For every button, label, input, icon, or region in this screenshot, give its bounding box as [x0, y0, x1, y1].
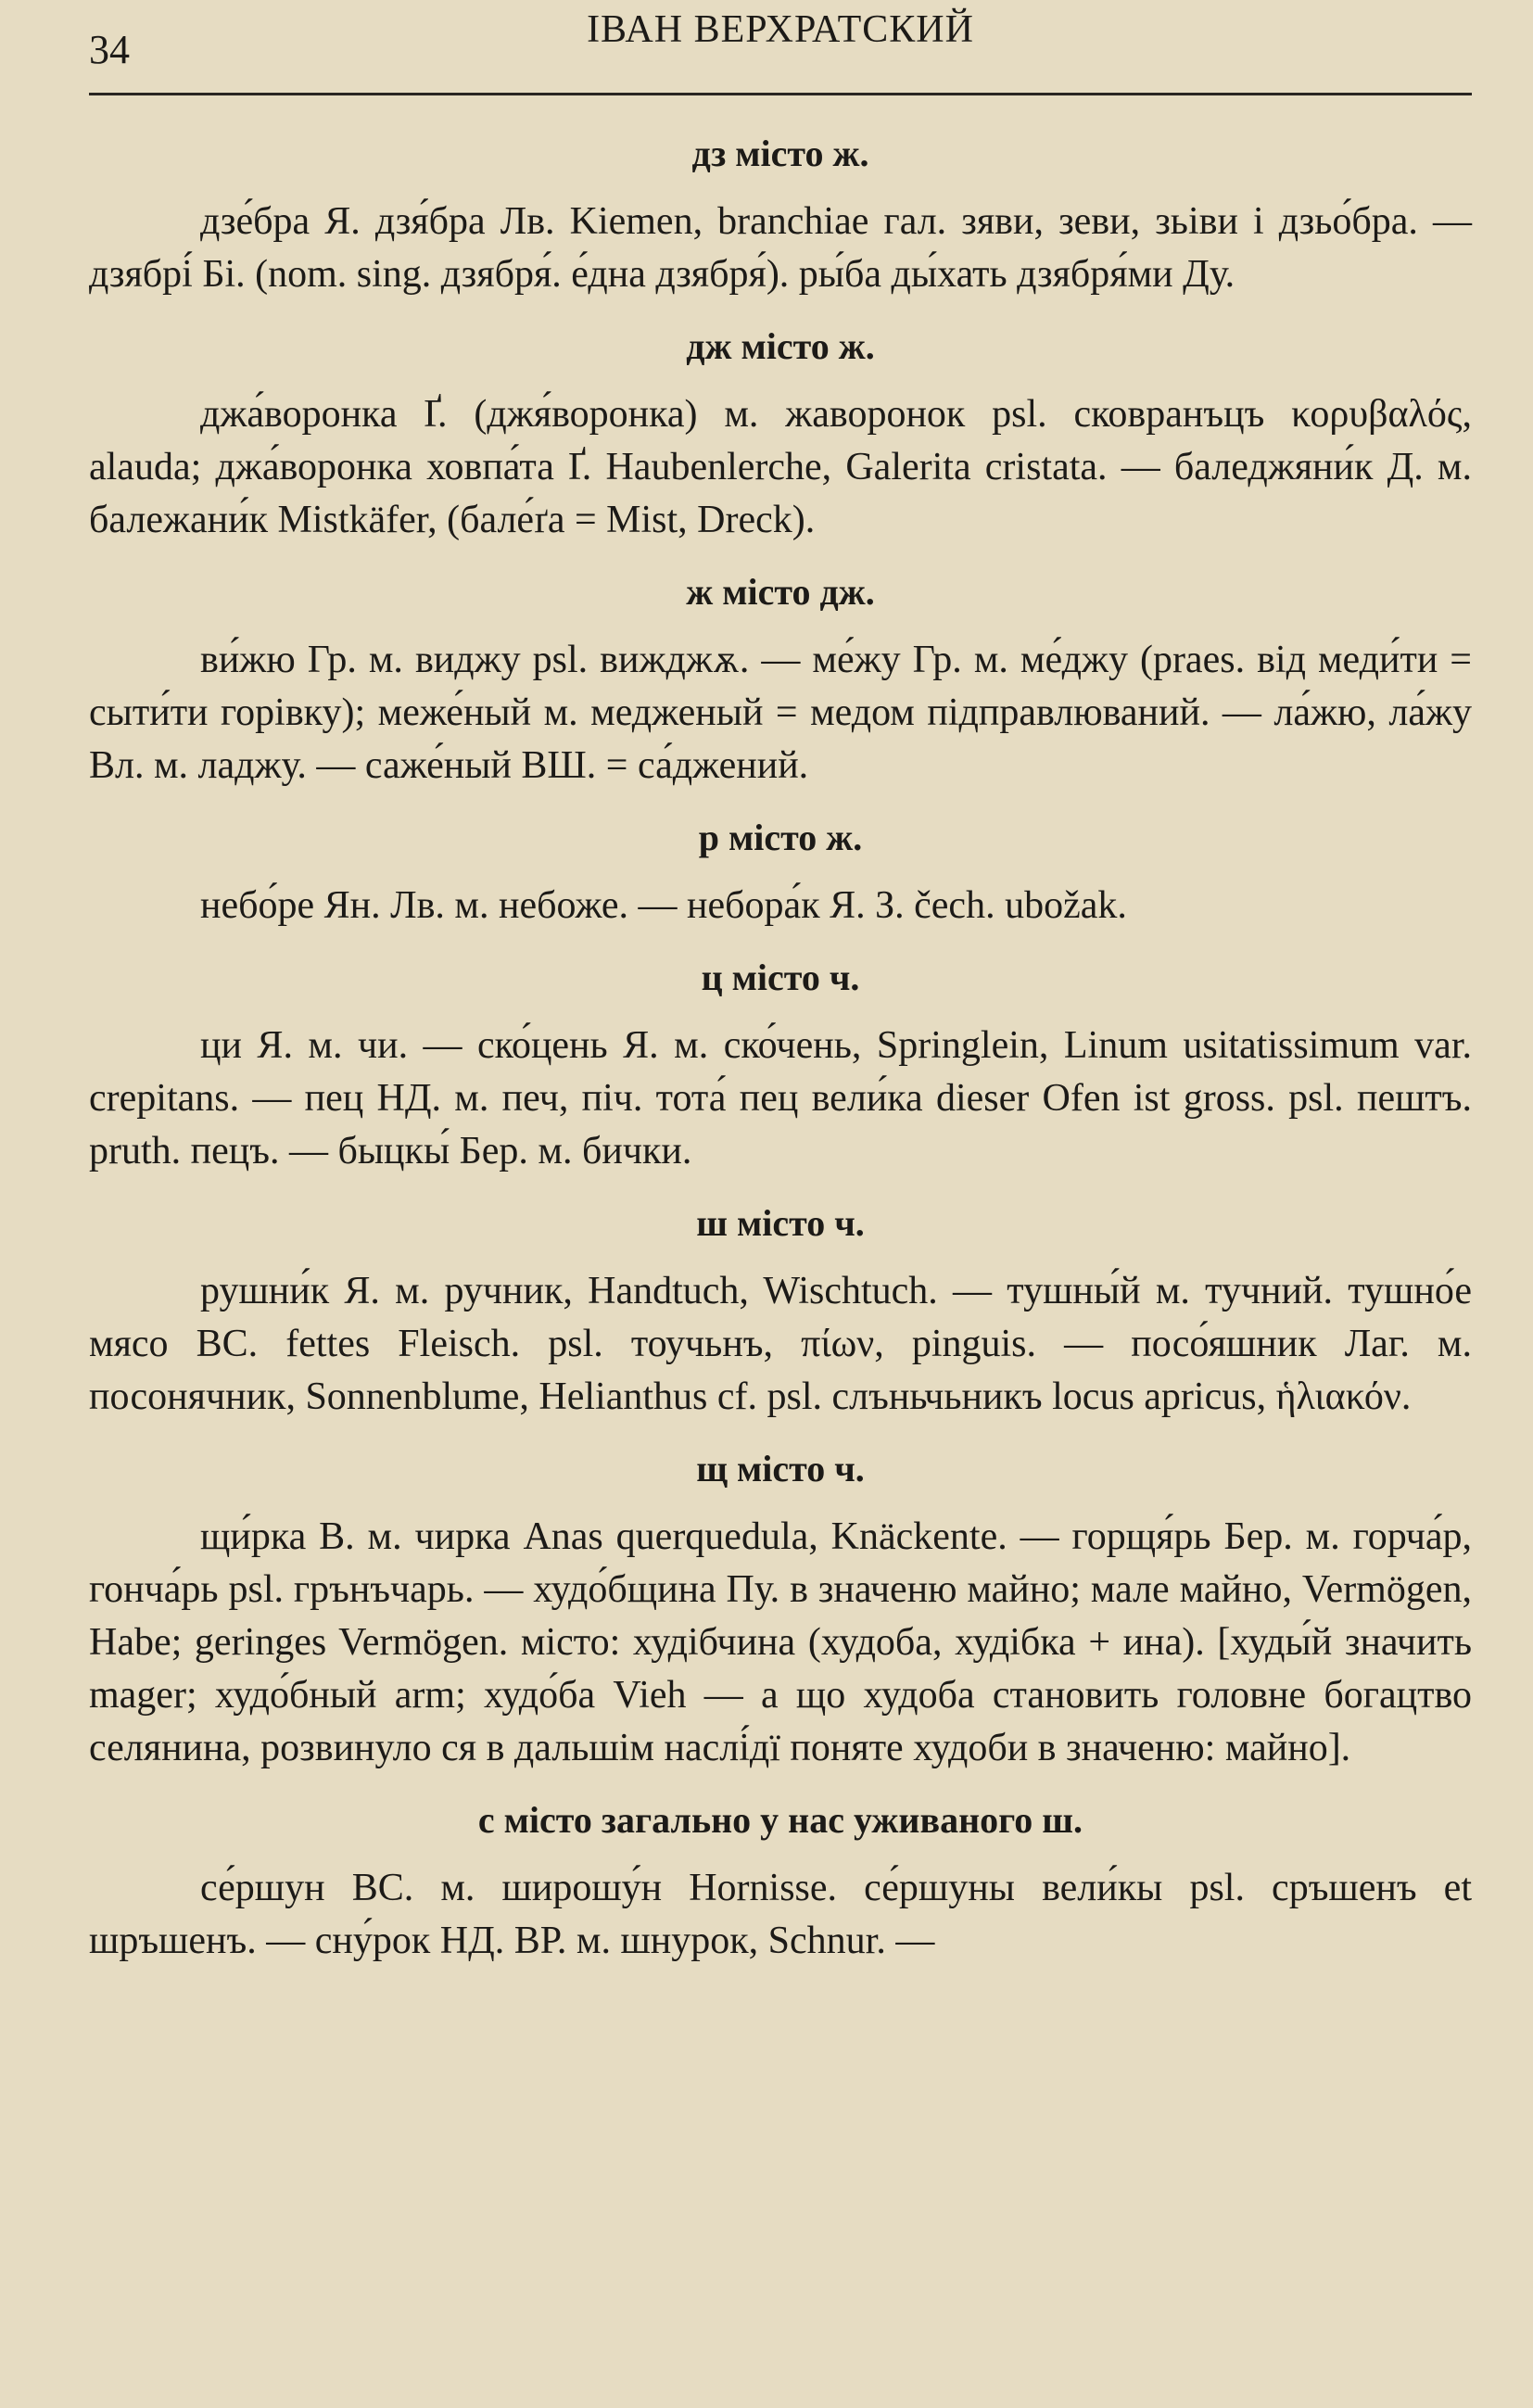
section-heading: ц місто ч.	[701, 957, 860, 998]
section-zh	[89, 567, 1472, 792]
running-title: ІВАН ВЕРХРАТСКИЙ	[587, 8, 974, 51]
section-sh	[89, 1198, 1472, 1424]
section-text: се́ршун ВС. м. широшу́н Hornisse. се́ршуны вели́кы psl. сръшенъ et шръшенъ. — сну́рок НД. ВР. м. шнурок, Schnur. —	[89, 1867, 1472, 1962]
section-shch	[89, 1444, 1472, 1775]
section-text: рушни́к Я. м. ручник, Handtuch, Wischtuch. — тушны́й м. тучний. тушно́е мясо ВС. fettes Fleisch. psl. тоучьнъ, πίων, pinguis. — посо́яшник Лаг. м. посонячник, Sonnenblume, Helianthus cf. psl. слъньчьникъ locus apricus, ἡλιακόν.	[89, 1270, 1472, 1418]
section-heading: щ місто ч.	[696, 1448, 865, 1489]
section-text: ви́жю Гр. м. виджу psl. вижджѫ. — ме́жу Гр. м. ме́джу (praes. від меди́ти = сыти́ти горівку); меже́ный м. медженый = медом підправлюваний. — ла́жю, ла́жу Вл. м. ладжу. — саже́ный ВШ. = са́джений.	[89, 639, 1472, 787]
page-header	[89, 0, 1472, 95]
section-heading: с місто загально у нас уживаного ш.	[477, 1799, 1083, 1841]
section-r	[89, 813, 1472, 932]
section-text: ци Я. м. чи. — ско́цень Я. м. ско́чень, Springlein, Linum usitatissimum var. crepitans. — пец НД. м. печ, піч. тота́ пец вели́ка dieser Ofen ist gross. psl. пештъ. pruth. пецъ. — быцкы́ Бер. м. бички.	[89, 1024, 1472, 1172]
section-text: небо́ре Ян. Лв. м. небоже. — небора́к Я. З. čech. ubožak.	[200, 884, 1127, 927]
section-dz	[89, 129, 1472, 301]
section-text: дзе́бра Я. дзя́бра Лв. Kiemen, branchiae гал. зяви, зеви, зьіви і дзьо́бра. — дзябрі́ Бі. (nom. sing. дзября́. е́дна дзября́). ры́ба ды́хать дзября́ми Ду.	[89, 200, 1472, 296]
section-text: джа́воронка Ґ. (джя́воронка) м. жаворонок psl. сковранъцъ κορυβαλός, alauda; джа́воронка ховпа́та Ґ. Haubenlerche, Galerita cristata. — баледжяни́к Д. м. балежани́к Mistkäfer, (бале́ґа = Mist, Dreck).	[89, 393, 1472, 541]
section-s	[89, 1795, 1472, 1968]
section-heading: дз місто ж.	[691, 133, 869, 174]
section-heading: ш місто ч.	[696, 1202, 865, 1244]
section-heading: р місто ж.	[698, 817, 863, 858]
section-text: щи́рка В. м. чирка Anas querquedula, Knäckente. — горщя́рь Бер. м. горча́р, гонча́рь psl. грънъчарь. — худо́бщина Пу. в значеню майно; мале майно, Vermögen, Habe; geringes Vermögen. місто: худібчина (худоба, худібка + ина). [худы́й значить mager; худо́бный arm; худо́ба Vieh — а що худоба становить головне богацтво селянина, розвинуло ся в дальшім наслі́дї поняте худоби в значеню: майно].	[89, 1515, 1472, 1769]
page-number: 34	[89, 27, 130, 72]
section-heading: ж місто дж.	[686, 571, 875, 613]
section-heading: дж місто ж.	[686, 325, 875, 367]
section-dzh	[89, 322, 1472, 547]
section-ts	[89, 953, 1472, 1178]
